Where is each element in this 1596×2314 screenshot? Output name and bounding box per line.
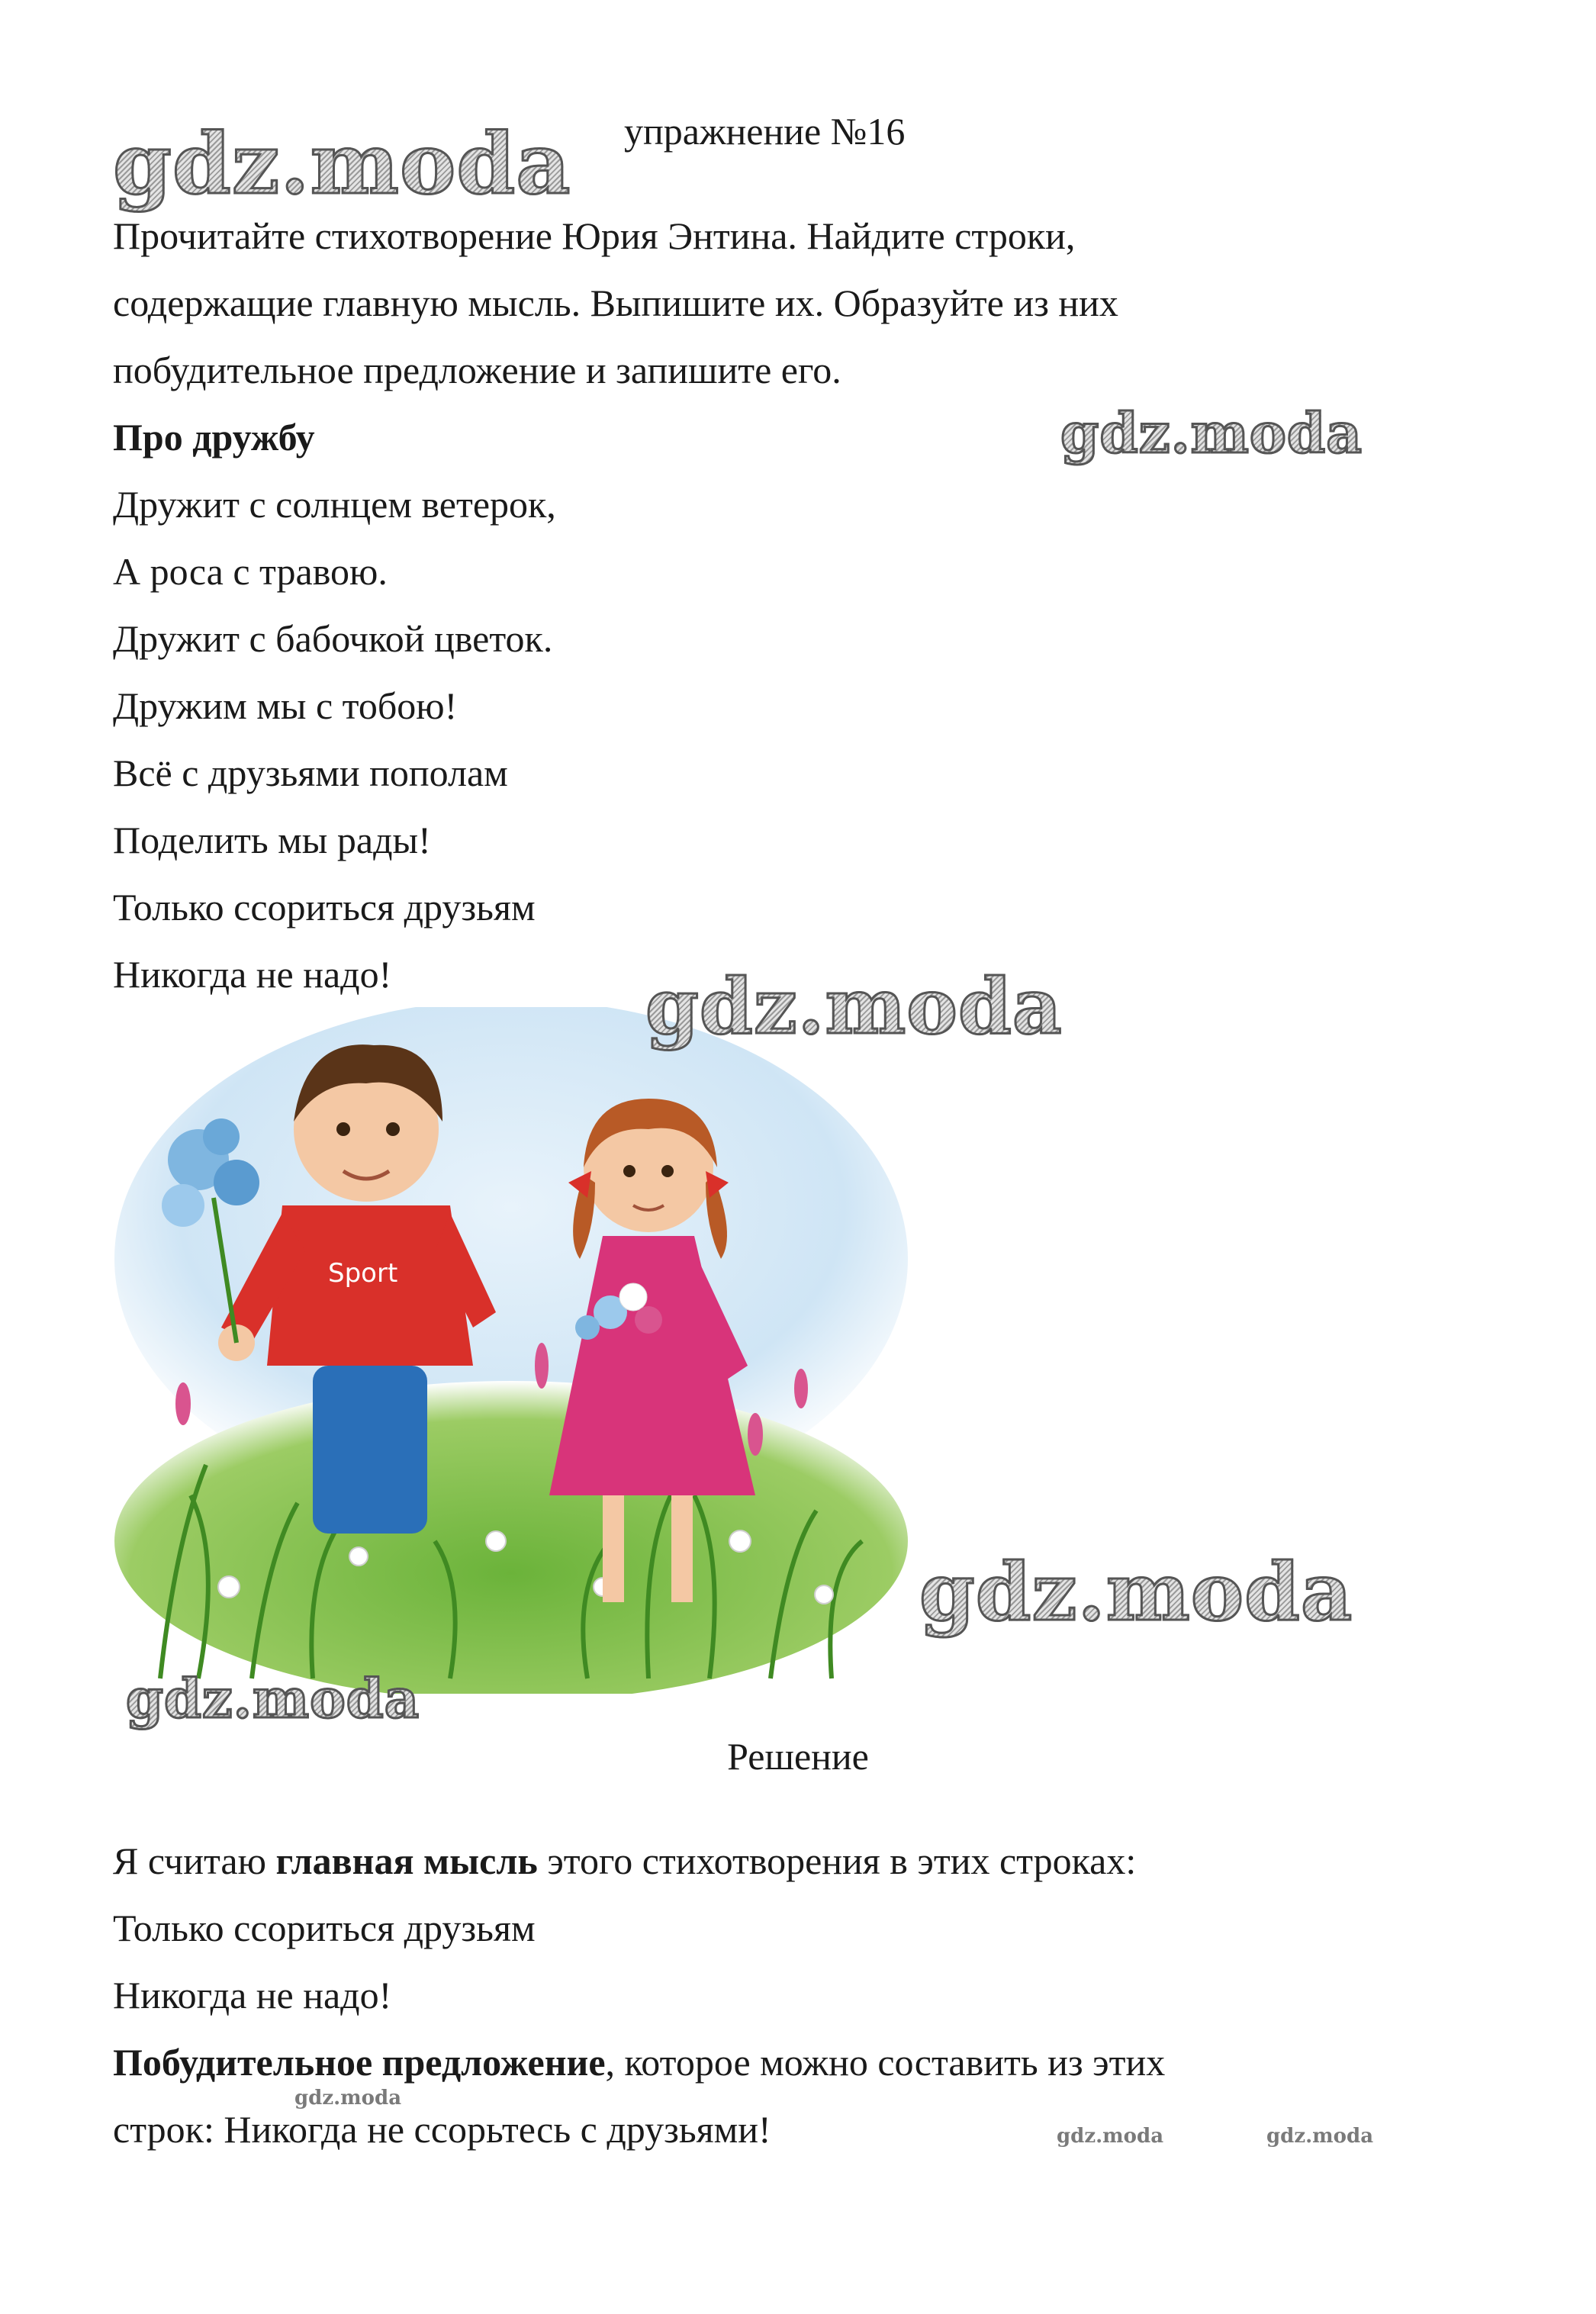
- watermark-small-2: gdz.moda: [1057, 2125, 1164, 2148]
- solution-line-1: [113, 1840, 1136, 1882]
- boy-jeans: [313, 1366, 427, 1534]
- solution-line-4: [113, 2042, 1165, 2084]
- solution-line-1-pre: Я считаю: [113, 1839, 276, 1882]
- poem-line-6: Поделить мы рады!: [113, 819, 431, 861]
- watermark-right-illustration: gdz.moda: [919, 1545, 1353, 1639]
- meadow: [114, 1381, 908, 1694]
- solution-main-thought-bold: главная мысль: [275, 1839, 538, 1882]
- poem-line-4: Дружим мы с тобою!: [113, 684, 458, 727]
- watermark-center: gdz.moda: [645, 961, 1063, 1051]
- watermark-top-left: gdz.moda: [113, 114, 571, 213]
- poem-line-3: Дружит с бабочкой цветок.: [113, 617, 553, 660]
- children-illustration: [114, 1007, 908, 1694]
- poem-line-2: А роса с травою.: [113, 550, 388, 593]
- task-line-1: Прочитайте стихотворение Юрия Энтина. Найдите строки,: [113, 214, 1076, 257]
- poem-line-1: Дружит с солнцем ветерок,: [113, 483, 556, 526]
- solution-line-1-post: этого стихотворения в этих строках:: [537, 1839, 1137, 1882]
- exercise-title: упражнение №16: [624, 110, 906, 153]
- solution-line-5: строк: Никогда не ссорьтесь с друзьями!: [113, 2108, 771, 2151]
- solution-heading: Решение: [727, 1735, 869, 1778]
- task-line-3: побудительное предложение и запишите его.: [113, 349, 841, 391]
- poem-line-8: Никогда не надо!: [113, 953, 392, 996]
- poem-title: Про дружбу: [113, 416, 315, 459]
- solution-imperative-bold: Побудительное предложение: [113, 2041, 606, 2084]
- solution-line-4-post: , которое можно составить из этих: [605, 2041, 1166, 2084]
- shirt-text: Sport: [328, 1258, 398, 1289]
- solution-quote-line-1: Только ссориться друзьям: [113, 1907, 536, 1949]
- solution-quote-line-2: Никогда не надо!: [113, 1974, 392, 2016]
- poem-line-7: Только ссориться друзьям: [113, 886, 536, 928]
- poem-line-5: Всё с друзьями пополам: [113, 751, 508, 794]
- watermark-small-1: gdz.moda: [294, 2087, 402, 2110]
- task-line-2: содержащие главную мысль. Выпишите их. Образуйте из них: [113, 282, 1118, 324]
- watermark-right-poem: gdz.moda: [1060, 401, 1363, 465]
- watermark-bottom-left: gdz.moda: [126, 1667, 420, 1730]
- watermark-small-3: gdz.moda: [1266, 2125, 1374, 2148]
